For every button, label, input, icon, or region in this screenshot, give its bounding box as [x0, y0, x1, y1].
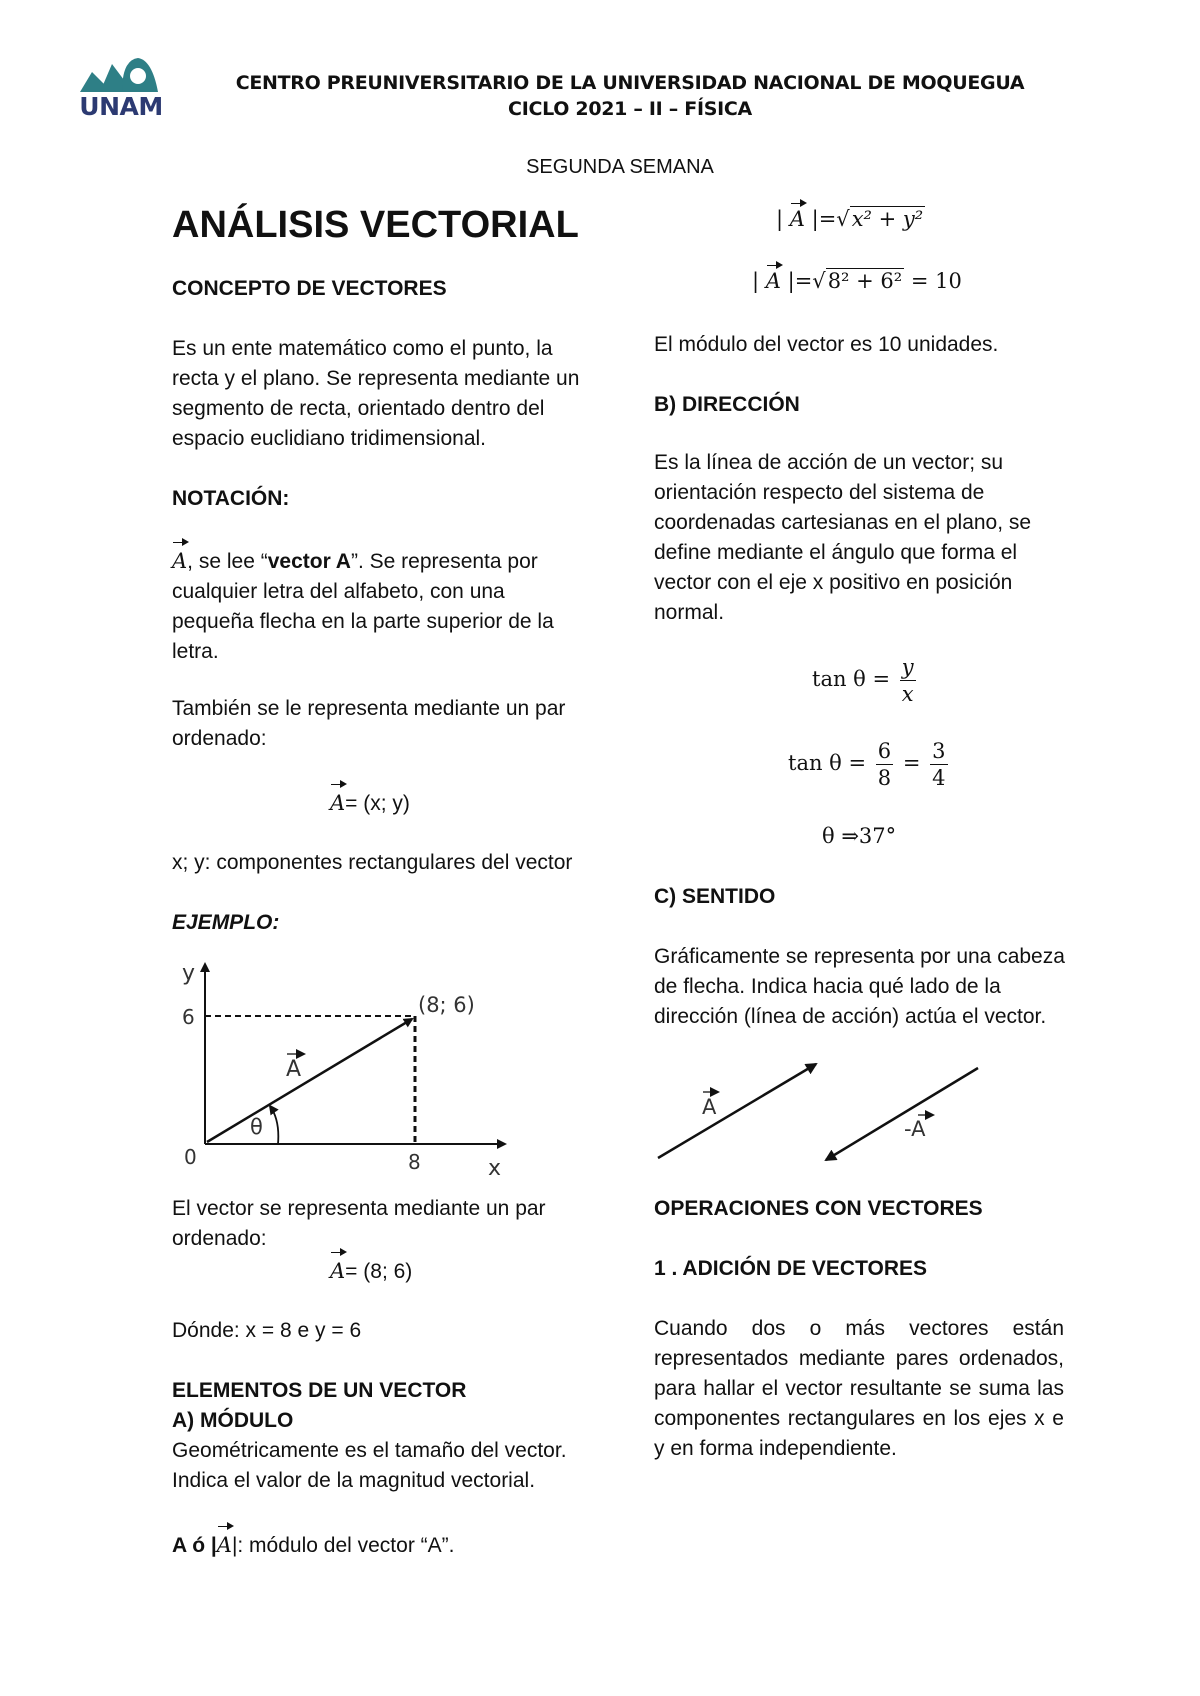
week-label: SEGUNDA SEMANA — [526, 156, 714, 178]
logo-text: UNAM — [79, 92, 163, 121]
module-notation: A ó |A|: módulo del vector “A”. — [172, 1530, 454, 1561]
header-line-1: CENTRO PREUNIVERSITARIO DE LA UNIVERSIDAD NACIONAL DE MOQUEGUA — [235, 72, 1025, 94]
pair-formula: A= (x; y) — [330, 788, 410, 819]
module-calculation: | A |=√8² + 6² = 10 — [752, 269, 962, 293]
tan-calculation: tan θ = $\frac{6}{8}$ = $\frac{3}{4}$ — [788, 739, 946, 790]
module-text: Geométricamente es el tamaño del vector. Indica el valor de la magnitud vectorial. — [172, 1439, 567, 1492]
vector-a-arrow — [658, 1064, 816, 1158]
sense-heading: C) SENTIDO — [654, 885, 776, 908]
represent-text: El vector se representa mediante un par ordenado: — [172, 1197, 546, 1250]
tan-formula: tan θ = $\frac{y}{x}$ — [812, 655, 914, 706]
direction-heading: B) DIRECCIÓN — [654, 393, 800, 416]
notation-text: A, se lee “vector A”. Se representa por cualquier letra del alfabeto, con una pequeña flecha en la parte superior de la letra. — [172, 546, 592, 667]
module-result: El módulo del vector es 10 unidades. — [654, 333, 999, 356]
x-axis-label: x — [488, 1156, 502, 1181]
example-heading: EJEMPLO: — [172, 911, 280, 934]
direction-text: Es la línea de acción de un vector; su orientación respecto del sistema de coordenadas cartesianas en el plano, se define mediante el ángulo que forma el vector con el eje x positivo en posición normal. — [654, 451, 1032, 624]
header-line-2: CICLO 2021 – II – FÍSICA — [508, 98, 752, 120]
vector-neg-a-arrow — [826, 1068, 978, 1160]
vector-neg-a-label: -A — [904, 1117, 926, 1141]
concept-heading: CONCEPTO DE VECTORES — [172, 277, 447, 300]
elements-heading: ELEMENTOS DE UN VECTOR — [172, 1379, 467, 1402]
sense-text: Gráficamente se representa por una cabeza de flecha. Indica hacia qué lado de la dirección (línea de acción) actúa el vector. — [654, 945, 1065, 1028]
module-formula: | A |=√x² + y² — [776, 207, 924, 231]
vector-a-label: A — [702, 1095, 717, 1119]
addition-heading: 1 . ADICIÓN DE VECTORES — [654, 1257, 928, 1280]
pair-text: También se le representa mediante un par ordenado: — [172, 697, 566, 750]
operations-heading: OPERACIONES CON VECTORES — [654, 1197, 983, 1220]
y-axis-label: y — [182, 961, 196, 986]
theta-result: θ ⇒37° — [822, 824, 897, 848]
addition-text: Cuando dos o más vectores están representados mediante pares ordenados, para hallar el vector resultante se suma las componentes rectangulares en los ejes x e y en forma independiente. — [654, 1317, 1064, 1460]
y-tick-label: 6 — [182, 1005, 195, 1029]
angle-arc — [270, 1106, 278, 1144]
sense-diagram — [652, 1056, 992, 1168]
page-title: ANÁLISIS VECTORIAL — [172, 204, 579, 246]
where-text: Dónde: x = 8 e y = 6 — [172, 1319, 362, 1342]
vector-a-arrow — [207, 1019, 412, 1142]
components-text: x; y: componentes rectangulares del vector — [172, 851, 573, 874]
x-tick-label: 8 — [408, 1150, 421, 1174]
vector-a-symbol: A — [172, 546, 187, 576]
example-formula: A= (8; 6) — [330, 1256, 412, 1287]
vector-label: A — [286, 1057, 302, 1082]
point-label: (8; 6) — [418, 993, 475, 1017]
concept-text: Es un ente matemático como el punto, la recta y el plano. Se representa mediante un segmento de recta, orientado dentro del espacio euclidiano tridimensional. — [172, 337, 580, 450]
origin-label: 0 — [184, 1145, 197, 1169]
logo — [78, 54, 164, 122]
vector-example-diagram — [170, 952, 520, 1184]
module-heading: A) MÓDULO — [172, 1409, 294, 1432]
notation-heading: NOTACIÓN: — [172, 487, 290, 510]
angle-label: θ — [250, 1115, 263, 1139]
